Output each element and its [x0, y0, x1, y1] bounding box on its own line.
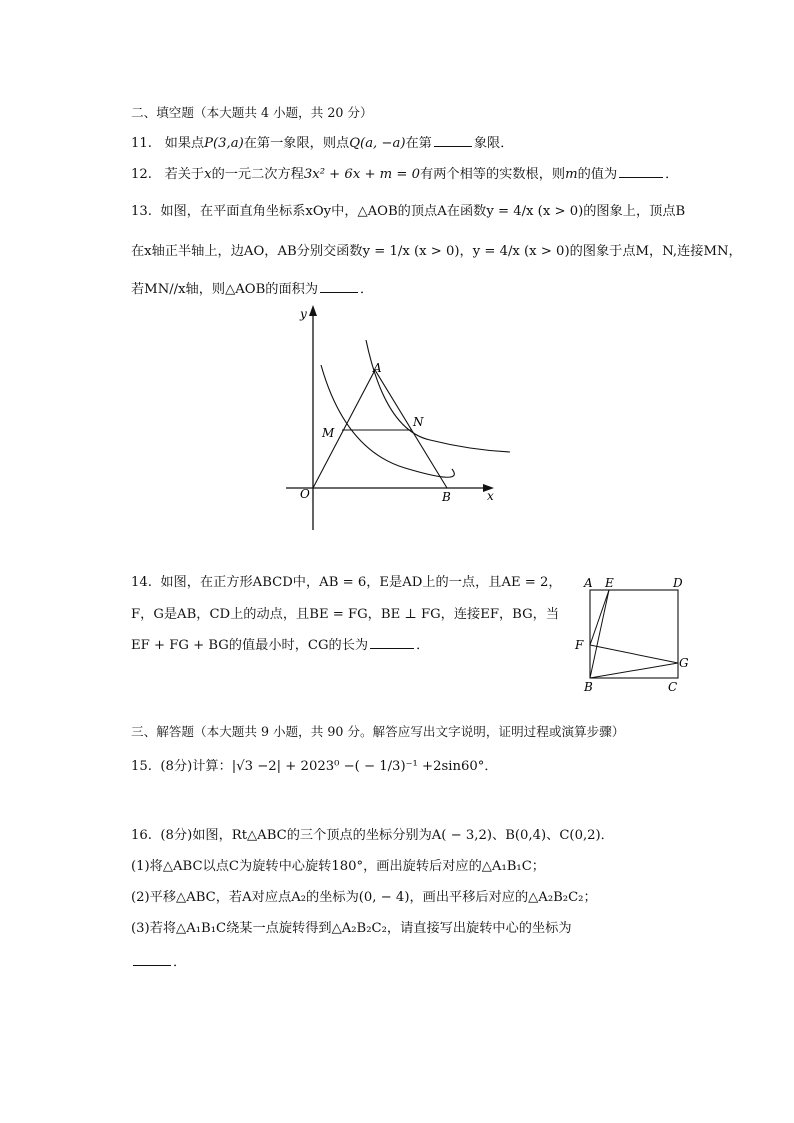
q13-answer-blank[interactable]: [320, 280, 358, 293]
q14-label-f: F: [575, 638, 584, 652]
q14-label-g: G: [679, 656, 689, 670]
q12-text-e: ．: [665, 167, 679, 182]
q15-text: (8分)计算：|√3 −2| + 2023⁰ −( − 1/3)⁻¹ +2sin60°．: [160, 759, 498, 774]
q11-text-a: 如果点: [164, 136, 205, 151]
q13-number: 13.: [131, 204, 152, 219]
q14-label-c: C: [668, 680, 678, 694]
q13-label-x: x: [487, 489, 494, 503]
q14-line1: 如图，在正方形ABCD中，AB = 6，E是AD上的一点，且AE = 2，: [160, 575, 562, 590]
q13-label-n: N: [413, 415, 424, 429]
q14-label-e: E: [605, 576, 614, 590]
q13-label-a: A: [373, 361, 382, 375]
q16-intro: (8分)如图，Rt△ABC的三个顶点的坐标分别为A( − 3,2)、B(0,4)、C(0,2)．: [160, 828, 614, 843]
q14-segment-fg: [590, 645, 678, 663]
q14-figure: [570, 570, 700, 695]
question-13-line-1: [131, 202, 685, 222]
question-14-line-1: [131, 573, 562, 593]
q12-text-d: 的值为: [577, 167, 618, 182]
question-16-part-3-answer: [131, 953, 186, 973]
q11-point-q: Q(a, −a): [349, 136, 406, 151]
q13-curve-4-over-x: [366, 340, 510, 452]
q12-var-m: m: [565, 167, 578, 182]
q13-label-m: M: [322, 426, 335, 440]
q16-number: 16.: [131, 828, 152, 843]
question-16-part-3: (3)若将△A₁B₁C绕某一点旋转得到△A₂B₂C₂，请直接写出旋转中心的坐标为: [131, 921, 572, 936]
q11-text-d: 象限．: [473, 136, 514, 151]
q12-equation: 3x² + 6x + m = 0: [303, 167, 421, 182]
q11-text-b: 在第一象限，则点: [243, 136, 350, 151]
q14-label-a: A: [584, 576, 593, 590]
q11-number: 11.: [131, 136, 152, 151]
q12-text-c: 有两个相等的实数根，则: [420, 167, 566, 182]
section-3-title: 三、解答题（本大题共 9 小题，共 90 分。解答应写出文字说明，证明过程或演算步骤）: [131, 724, 625, 739]
q13-label-o: O: [300, 487, 310, 501]
q14-label-d: D: [673, 576, 683, 590]
q11-point-p: P(3,a): [204, 136, 244, 151]
q14-segment-be: [590, 590, 609, 678]
q14-number: 14.: [131, 575, 152, 590]
q14-segment-ef: [590, 590, 609, 645]
question-13-line-2: 在x轴正半轴上，边AO，AB分别交函数y = 1/x (x > 0)，y = 4/x (x > 0)的图象于点M，N,连接MN，: [131, 244, 742, 259]
q15-number: 15.: [131, 759, 152, 774]
q13-y-arrow: [309, 305, 317, 316]
question-16-part-1: (1)将△ABC以点C为旋转中心旋转180°，画出旋转后对应的△A₁B₁C；: [131, 859, 545, 874]
q13-label-b: B: [442, 490, 451, 504]
q12-var-x: x: [204, 167, 212, 182]
q12-answer-blank[interactable]: [619, 165, 663, 178]
q13-line3b: ．: [360, 282, 374, 297]
q13-curve-1-over-x: [321, 365, 454, 477]
question-12: [131, 165, 678, 185]
question-16-intro: [131, 826, 614, 846]
q13-figure: [285, 300, 515, 540]
q14-line3b: ．: [416, 638, 430, 653]
section-2-title: 二、填空题（本大题共 4 小题，共 20 分）: [131, 105, 373, 120]
question-15: [131, 757, 498, 777]
question-14-line-2: F，G是AB，CD上的动点，且BE = FG，BE ⊥ FG，连接EF，BG，当: [131, 607, 560, 622]
q12-number: 12.: [131, 167, 152, 182]
question-16-part-2: (2)平移△ABC，若A对应点A₂的坐标为(0, − 4)，画出平移后对应的△A₂B₂C₂；: [131, 890, 597, 905]
question-11: [131, 134, 513, 154]
q12-text-b: 的一元二次方程: [211, 167, 304, 182]
question-14-line-3: [131, 636, 429, 656]
q16-answer-blank[interactable]: [133, 953, 171, 966]
q11-answer-blank[interactable]: [434, 134, 472, 147]
q11-text-c: 在第: [405, 136, 432, 151]
q14-line3a: EF + FG + BG的值最小时，CG的长为: [131, 638, 369, 653]
question-13-line-3: [131, 280, 373, 300]
q16-part3-end: ．: [173, 955, 187, 970]
q14-segment-bg: [590, 663, 678, 678]
q12-text-a: 若关于: [164, 167, 205, 182]
q13-line3a: 若MN//x轴，则△AOB的面积为: [131, 282, 319, 297]
q13-line1: 如图，在平面直角坐标系xOy中，△AOB的顶点A在函数y = 4/x (x > 0)的图象上，顶点B: [160, 204, 686, 219]
q14-answer-blank[interactable]: [370, 636, 414, 649]
q14-label-b: B: [584, 680, 593, 694]
q13-label-y: y: [300, 307, 307, 321]
